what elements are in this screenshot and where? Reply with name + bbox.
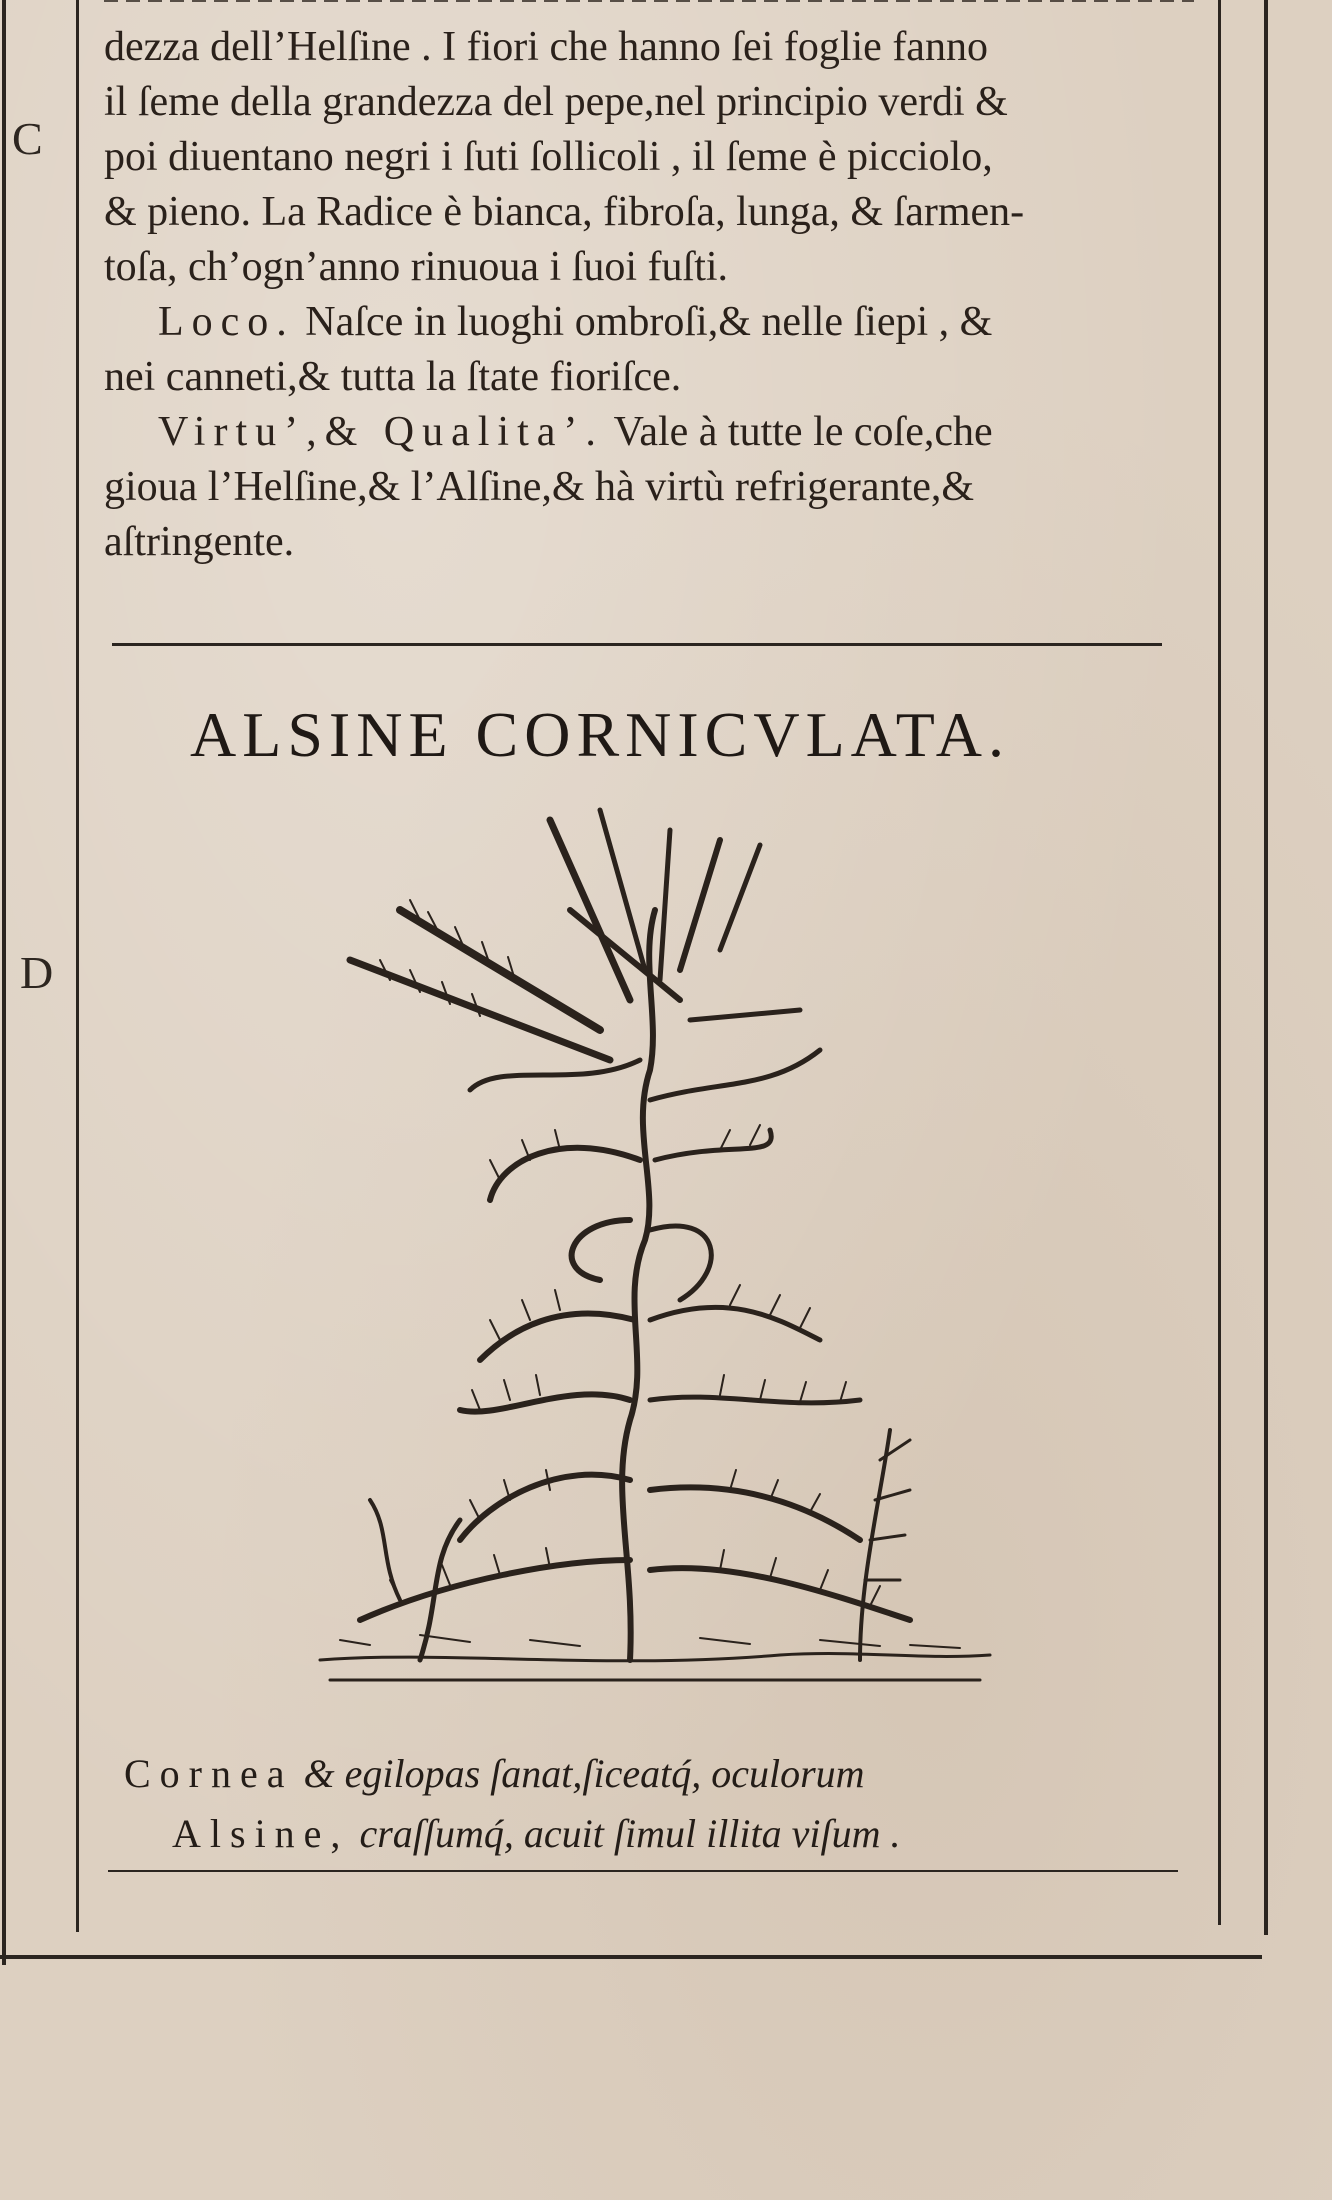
virtu-label: Virtu’,& Qualita’. [158, 409, 604, 455]
verse-cap-1: Cornea [124, 1751, 294, 1796]
plant-woodcut-illustration [300, 800, 1000, 1690]
left-inner-rule [76, 0, 79, 1932]
verse-line-1 [124, 1750, 1184, 1797]
verse-text-1: & egilopas ſanat,ſiceatq́, oculorum [303, 1751, 865, 1796]
body-line: toſa, ch’ogn’anno rinuoua i ſuoi fuſti. [104, 244, 729, 290]
right-inner-rule [1218, 0, 1221, 1925]
body-text-block [104, 20, 1194, 570]
body-line: & pieno. La Radice è bianca, fibroſa, lunga, & ſarmen- [104, 189, 1025, 235]
plate-title: ALSINE CORNICVLATA. [190, 699, 1010, 770]
loco-line-2: nei canneti,& tutta la ſtate fioriſce. [104, 354, 682, 400]
verse-cap-2: Alsine, [172, 1811, 350, 1856]
body-line: poi diuentano negri i ſuti ſollicoli , il ſeme è picciolo, [104, 134, 993, 180]
section-divider-rule [112, 643, 1162, 646]
body-line: dezza dell’Helſine . I fiori che hanno ſei foglie fanno [104, 24, 988, 70]
margin-letter-d: D [20, 947, 54, 998]
left-outer-rule [2, 0, 6, 1965]
verse-text-2: craſſumq́, acuit ſimul illita viſum . [359, 1811, 901, 1856]
loco-label: Loco. [158, 299, 295, 345]
bottom-frame-rule [0, 1955, 1262, 1959]
loco-text: Naſce in luoghi ombroſi,& nelle ſiepi , & [305, 299, 993, 345]
loco-line-1 [104, 295, 1194, 350]
virtu-line-3: aſtringente. [104, 519, 295, 565]
virtu-text: Vale à tutte le coſe,che [613, 409, 993, 455]
body-line: il ſeme della grandezza del pepe,nel principio verdi & [104, 79, 1008, 125]
margin-letter-c: C [12, 113, 43, 164]
verse-line-2 [172, 1810, 1232, 1857]
right-outer-rule [1264, 0, 1268, 1935]
verse-underline-rule [108, 1870, 1178, 1872]
cut-top-line [104, 0, 1194, 10]
virtu-line-1 [104, 405, 1194, 460]
virtu-line-2: gioua l’Helſine,& l’Alſine,& hà virtù refrigerante,& [104, 464, 975, 510]
